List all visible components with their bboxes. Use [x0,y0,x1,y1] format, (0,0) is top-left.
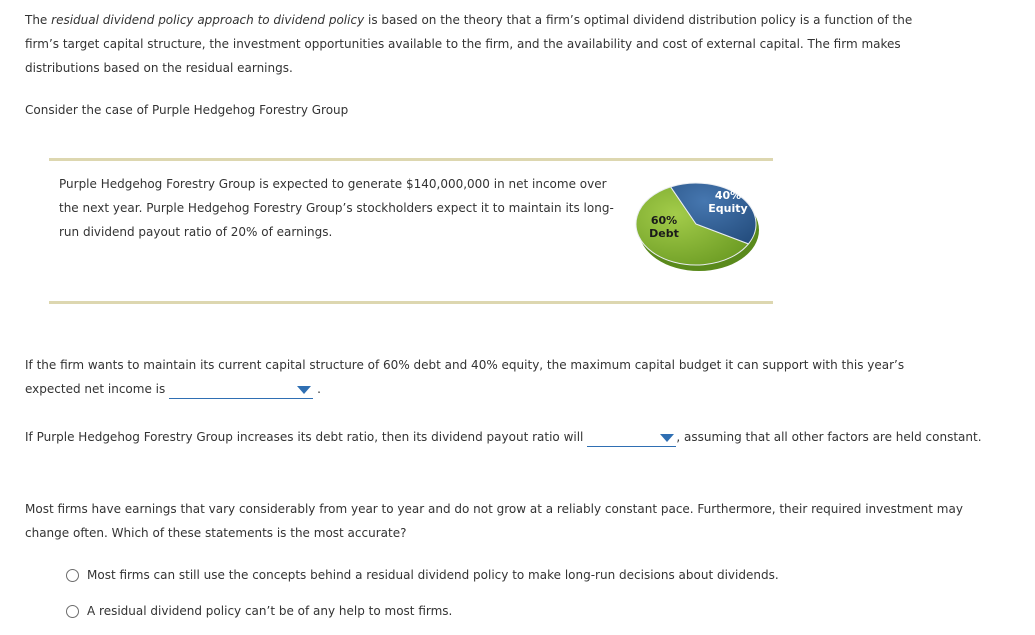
intro-prefix: The [25,13,52,27]
chevron-down-icon [660,434,674,442]
payout-ratio-dropdown[interactable] [587,428,676,447]
pie-svg [634,174,764,274]
question-2-suffix: , assuming that all other factors are held constant. [676,430,982,444]
intro-rest: is based on the theory that a firm’s optimal dividend distribution policy is a function of the firm’s target capital structure, the investment opportunities available to the firm, and the availability and cost of external capital. The firm makes distributions based on the residual earnings. [25,13,913,75]
case-box [49,158,773,304]
question-2 [25,425,985,449]
case-text: Purple Hedgehog Forestry Group is expected to generate $140,000,000 in net income over the next year. Purple Hedgehog Forestry Group’s stockholders expect it to maintain its long-run dividend payout ratio of 20% of earnings. [59,177,614,239]
chevron-down-icon [297,386,311,394]
intro-paragraph [25,8,945,80]
pie-label-debt-value: 60% [650,214,678,227]
pie-label-equity-value: 40% [714,189,742,202]
option-1[interactable] [66,563,966,587]
question-1-text: If the firm wants to maintain its current capital structure of 60% debt and 40% equity, the maximum capital budget it can support with this year’s expected net income is [25,358,905,396]
intro-emphasis: residual dividend policy approach to dividend policy [51,13,365,27]
question-3: Most firms have earnings that vary considerably from year to year and do not grow at a reliably constant pace. Furthermore, their required investment may change often. Which of these statements is the most accurate? [25,502,963,540]
pie-label-equity-name: Equity [708,202,748,215]
option-2[interactable] [66,599,966,623]
question-1 [25,353,955,401]
consider-line: Consider the case of Purple Hedgehog Forestry Group [25,103,349,117]
option-1-label: Most firms can still use the concepts behind a residual dividend policy to make long-run decisions about dividends. [87,568,779,582]
capital-budget-dropdown[interactable] [169,380,313,399]
question-1-suffix: . [317,382,321,396]
question-2-text: If Purple Hedgehog Forestry Group increases its debt ratio, then its dividend payout ratio will [25,430,584,444]
pie-label-debt-name: Debt [649,227,679,240]
question-3-options [66,563,966,635]
option-2-label: A residual dividend policy can’t be of any help to most firms. [87,604,453,618]
radio-button-2[interactable] [66,605,79,618]
capital-structure-pie-chart [634,174,764,274]
radio-button-1[interactable] [66,569,79,582]
